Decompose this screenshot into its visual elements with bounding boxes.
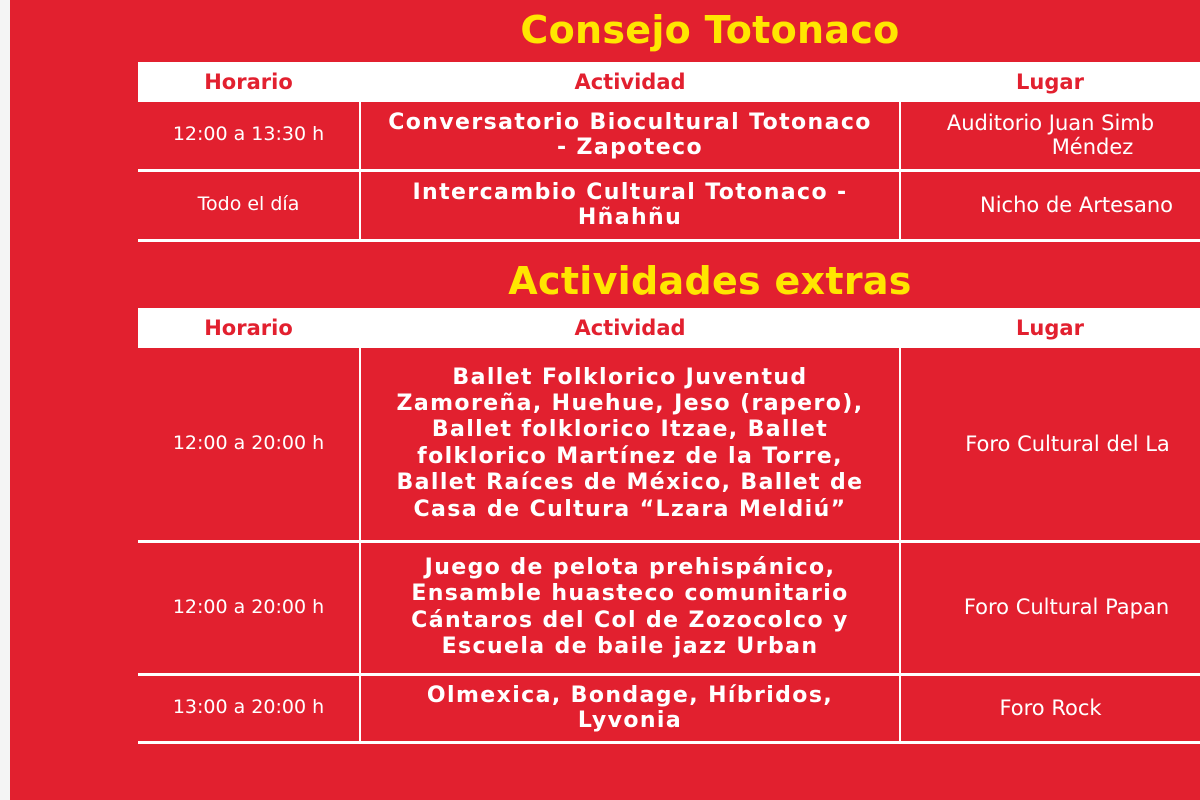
table-header-row [138,62,1200,102]
activity-line: Cántaros del Col de Zozocolco y [411,607,849,633]
activity-line: folklorico Martínez de la Torre, [417,443,843,469]
activity-line: Juego de pelota prehispánico, [424,554,836,580]
activity-line: Conversatorio Biocultural Totonaco [388,109,872,135]
cell-place [900,170,1200,240]
activity-line: Intercambio Cultural Totonaco - [412,179,848,205]
activity-line: Escuela de baile jazz Urban [441,633,819,659]
table-row [138,541,1200,674]
place-line: Foro Cultural Papan [963,595,1170,620]
activity-line: Ballet Raíces de México, Ballet de [396,470,864,496]
section-title-consejo-totonaco: Consejo Totonaco [520,8,900,52]
activity-line: Ballet Folklorico Juventud [452,364,808,390]
cell-activity [360,541,900,674]
activity-line: Ballet folklorico Itzae, Ballet [431,417,829,443]
left-edge-strip [0,0,10,800]
cell-place [900,348,1200,541]
place-line: Foro Rock [999,695,1102,720]
place-line: Nicho de Artesano [980,192,1173,217]
activity-line: Ensamble huasteco comunitario [411,581,849,607]
activity-line: Zamoreña, Huehue, Jeso (rapero), [396,390,864,416]
place-line: Méndez [1051,135,1134,160]
cell-activity [360,170,900,240]
header-actividad: Actividad [360,62,900,102]
schedule-table-consejo-totonaco [138,62,1200,242]
cell-place [900,674,1200,742]
cell-time: 12:00 a 13:30 h [138,102,360,170]
activity-line: Hñahñu [577,205,683,230]
cell-place [900,541,1200,674]
cell-activity [360,348,900,541]
table-header-row [138,308,1200,348]
cell-place [900,102,1200,170]
header-actividad: Actividad [360,308,900,348]
cell-time: 12:00 a 20:00 h [138,348,360,541]
section-title-actividades-extras: Actividades extras [508,259,912,303]
table-row [138,102,1200,170]
table-row [138,348,1200,541]
cell-time: 12:00 a 20:00 h [138,541,360,674]
table-row [138,674,1200,742]
table-row [138,170,1200,240]
activity-line: Lyvonia [577,708,683,733]
header-horario: Horario [138,308,360,348]
cell-activity [360,102,900,170]
place-line: Auditorio Juan Simb [946,111,1155,136]
activity-line: Olmexica, Bondage, Híbridos, [426,682,834,708]
activity-line: - Zapoteco [556,135,704,161]
header-horario: Horario [138,62,360,102]
place-line: Foro Cultural del La [965,431,1170,456]
cell-time: 13:00 a 20:00 h [138,674,360,742]
header-lugar: Lugar [900,308,1200,348]
cell-time: Todo el día [138,170,360,240]
header-lugar: Lugar [900,62,1200,102]
activity-line: Casa de Cultura “Lzara Meldiú” [413,496,847,522]
cell-activity [360,674,900,742]
schedule-table-actividades-extras [138,308,1200,744]
